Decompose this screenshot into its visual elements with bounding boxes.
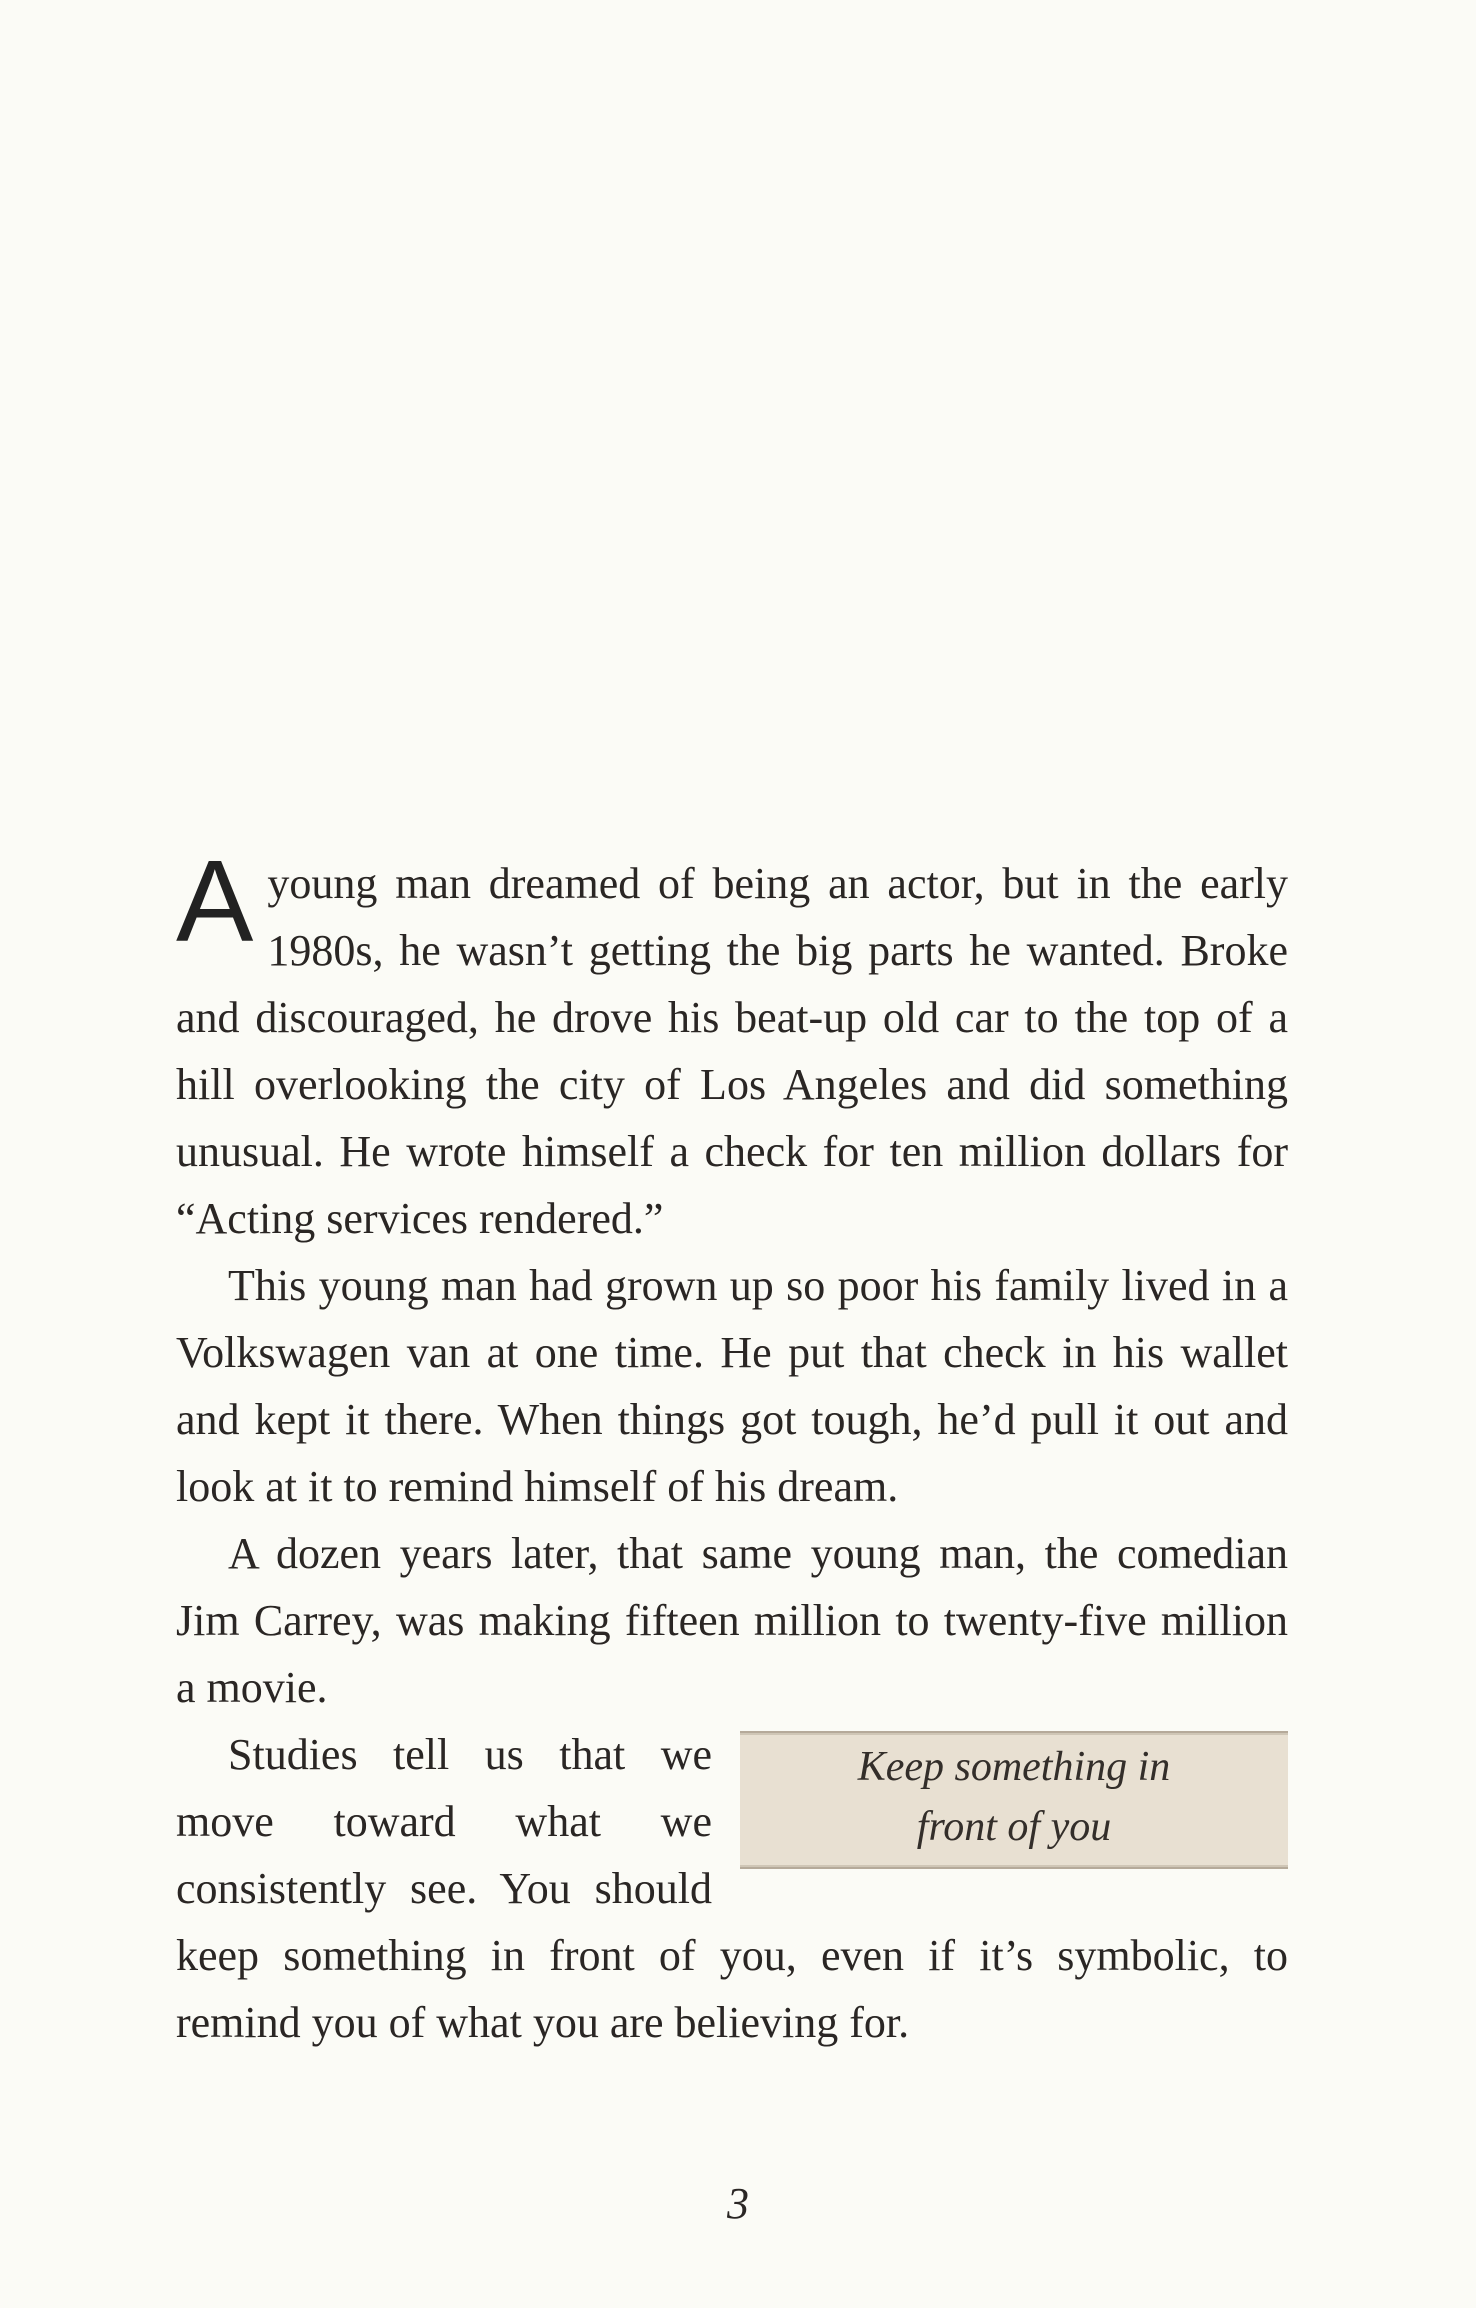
paragraph-1-text: young man dreamed of being an actor, but in the early 1980s, he wasn’t getting the big parts he wanted. Broke and discouraged, he drove his beat-up old car to the top of a hill overlooking the city of Los Angeles and did something unusual. He wrote himself a check for ten million dollars for “Acting services rendered.” [176, 859, 1288, 1243]
pull-quote-line-2: front of you [916, 1804, 1112, 1850]
paragraph-1 [176, 836, 1288, 1252]
page-number: 3 [727, 2179, 749, 2228]
drop-cap: A [176, 836, 254, 966]
paragraph-4: Studies tell us that we move toward what we consistently see. You should keep something in front of you, even if it’s symbolic, to remind you of what you are believing for. [176, 1730, 1288, 2047]
pull-quote-line-1: Keep something in [857, 1744, 1171, 1790]
paragraph-3: A dozen years later, that same young man, the comedian Jim Carrey, was making fifteen million to twenty-five million a movie. [176, 1529, 1288, 1712]
pull-quote [740, 1731, 1288, 1869]
paragraph-2: This young man had grown up so poor his family lived in a Volkswagen van at one time. He put that check in his wallet and kept it there. When things got tough, he’d pull it out and look at it to remind himself of his dream. [176, 1261, 1288, 1511]
body-text [176, 836, 1288, 2056]
